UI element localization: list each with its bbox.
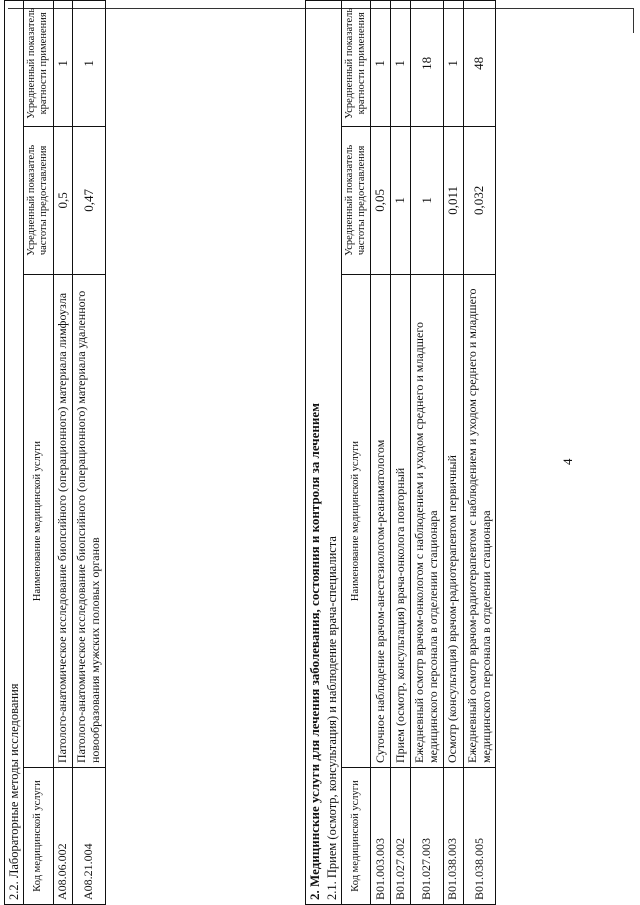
service-frequency: 0,011 [443,126,463,274]
service-name: Патолого-анатомическое исследование биопсийного (операционного) материала лимфоузла [53,275,73,768]
service-multiplicity: 1 [391,1,411,127]
service-code: B01.027.003 [411,768,444,905]
service-code: B01.003.003 [371,768,391,905]
table-row [371,1,391,905]
header-frequency: Усредненный показатель частоты предоставления [24,126,53,274]
service-name: Осмотр (консультация) врачом-радиотерапевтом первичный [443,275,463,768]
header-code: Код медицинской услуги [342,768,371,905]
table-row [411,1,444,905]
table-consultations [305,0,496,905]
table-row [53,1,73,905]
service-name: Ежедневный осмотр врачом-радиотерапевтом с наблюдением и уходом среднего и младшего медицинского персонала в отделении стационара [463,275,496,768]
header-frequency: Усредненный показатель частоты предоставления [342,126,371,274]
table-row [73,1,106,905]
service-code: A08.21.004 [73,768,106,905]
service-multiplicity: 1 [53,1,73,127]
service-name: Ежедневный осмотр врачом-онкологом с наблюдением и уходом среднего и младшего медицинского персонала в отделении стационара [411,275,444,768]
service-multiplicity: 1 [443,1,463,127]
service-multiplicity: 48 [463,1,496,127]
table-row [391,1,411,905]
table-row [443,1,463,905]
service-multiplicity: 1 [73,1,106,127]
service-code: B01.038.005 [463,768,496,905]
service-frequency: 0,47 [73,126,106,274]
page-number: 4 [560,458,575,465]
service-code: A08.06.002 [53,768,73,905]
service-code: B01.038.003 [443,768,463,905]
header-multiplicity: Усредненный показатель кратности применения [342,1,371,127]
table-lab-methods [4,0,106,905]
table-row [463,1,496,905]
service-name: Прием (осмотр, консультация) врача-онколога повторный [391,275,411,768]
service-name: Суточное наблюдение врачом-анестезиологом-реаниматологом [371,275,391,768]
section-title: 2. Медицинские услуги для лечения заболевания, состояния и контроля за лечением [307,402,322,900]
table-section-row [306,1,342,905]
header-name: Наименование медицинской услуги [342,275,371,768]
table-header-row [24,1,53,905]
service-name: Патолого-анатомическое исследование биопсийного (операционного) материала удаленного новообразования мужских половых органов [73,275,106,768]
service-frequency: 0,05 [371,126,391,274]
table-header-row [342,1,371,905]
service-multiplicity: 18 [411,1,444,127]
section-heading [306,1,342,905]
service-frequency: 0,032 [463,126,496,274]
table-subheading: 2.1. Прием (осмотр, консультация) и наблюдение врача-специалиста [324,536,339,900]
service-frequency: 0,5 [53,126,73,274]
table-section-row [5,1,24,905]
header-name: Наименование медицинской услуги [24,275,53,768]
service-frequency: 1 [391,126,411,274]
service-multiplicity: 1 [371,1,391,127]
service-frequency: 1 [411,126,444,274]
header-multiplicity: Усредненный показатель кратности применения [24,1,53,127]
header-code: Код медицинской услуги [24,768,53,905]
service-code: B01.027.002 [391,768,411,905]
table-subheading: 2.2. Лабораторные методы исследования [5,1,24,905]
